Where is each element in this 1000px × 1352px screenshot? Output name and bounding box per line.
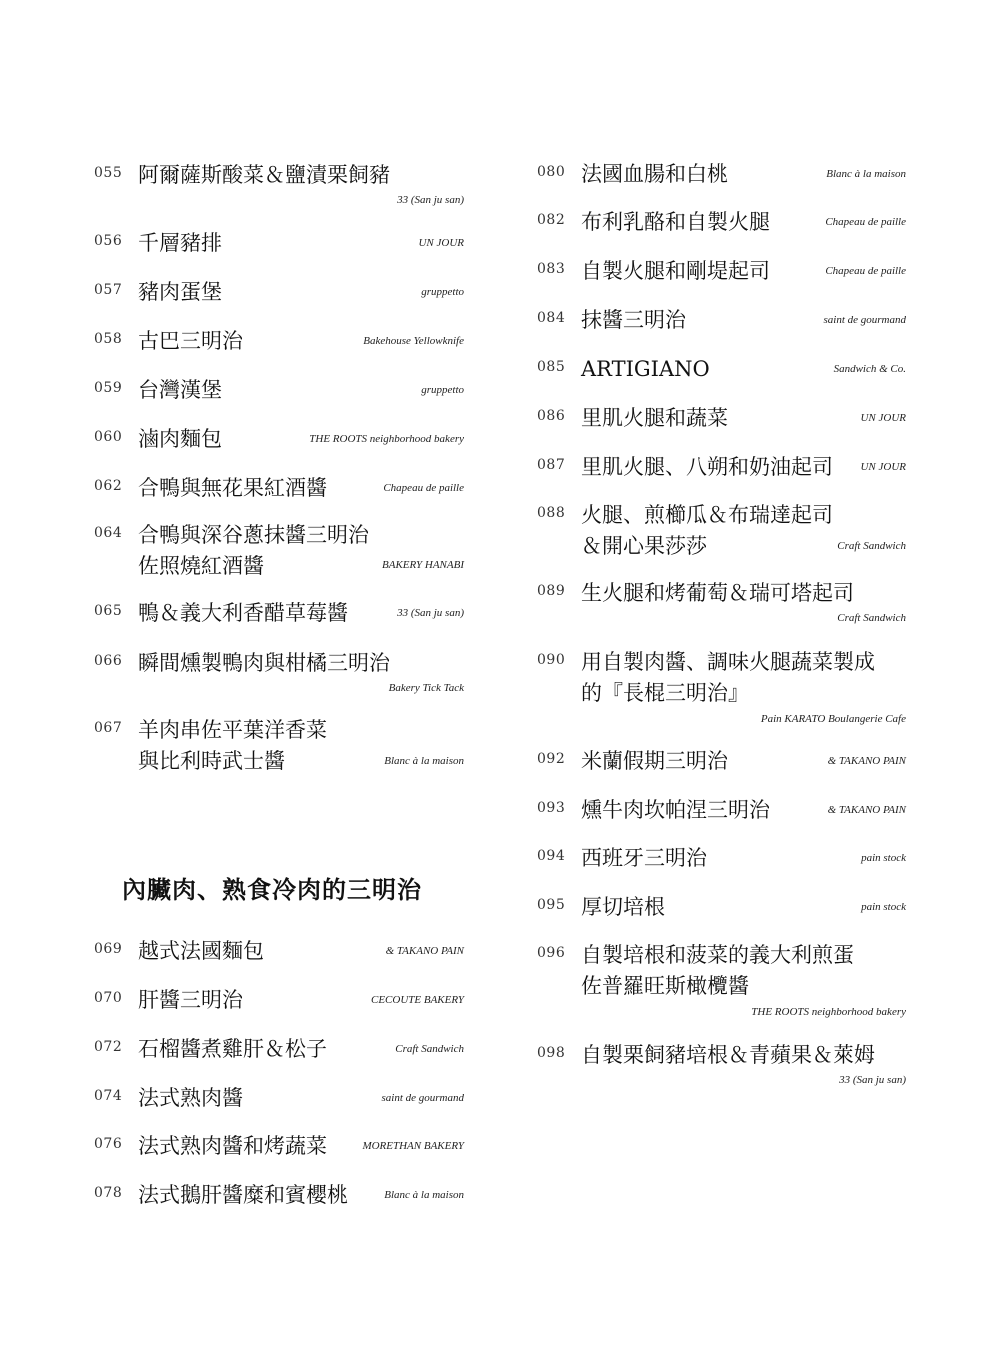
item-number: 072 (94, 1039, 123, 1055)
item-title: 生火腿和烤葡萄＆瑞可塔起司 (581, 581, 854, 605)
item-title: 自製火腿和剛堤起司 (581, 259, 770, 283)
item-number: 092 (537, 751, 566, 767)
item-title: 里肌火腿、八朔和奶油起司 (581, 455, 833, 479)
shop-name: 33 (San ju san) (397, 607, 464, 619)
item-number: 074 (94, 1088, 123, 1104)
item-number: 064 (94, 525, 123, 541)
shop-name: 33 (San ju san) (397, 194, 464, 206)
item-title: 抹醬三明治 (581, 308, 686, 332)
item-title: 阿爾薩斯酸菜＆鹽漬栗飼豬 (138, 163, 390, 187)
shop-name: Blanc à la maison (826, 168, 906, 180)
shop-name: saint de gourmand (381, 1092, 464, 1104)
shop-name: Chapeau de paille (825, 265, 906, 277)
item-number: 070 (94, 990, 123, 1006)
item-title: 台灣漢堡 (138, 378, 222, 402)
shop-name: Chapeau de paille (383, 482, 464, 494)
item-title: 布利乳酪和自製火腿 (581, 210, 770, 234)
item-number: 060 (94, 429, 123, 445)
item-number: 087 (537, 457, 566, 473)
shop-name: pain stock (861, 901, 906, 913)
item-title: 法國血腸和白桃 (581, 162, 728, 186)
item-number: 088 (537, 505, 566, 521)
item-number: 085 (537, 359, 566, 375)
item-number: 096 (537, 945, 566, 961)
item-title: 古巴三明治 (138, 329, 243, 353)
shop-name: Sandwich & Co. (833, 363, 906, 375)
item-title: 燻牛肉坎帕涅三明治 (581, 798, 770, 822)
shop-name: gruppetto (421, 384, 464, 396)
shop-name: & TAKANO PAIN (385, 945, 464, 957)
item-title: 鴨＆義大利香醋草莓醬 (138, 601, 348, 625)
shop-name: & TAKANO PAIN (827, 804, 906, 816)
item-title: 瞬間燻製鴨肉與柑橘三明治 (138, 651, 390, 675)
shop-name: pain stock (861, 852, 906, 864)
shop-name: Craft Sandwich (837, 540, 906, 552)
shop-name: Craft Sandwich (395, 1043, 464, 1055)
shop-name: Bakery Tick Tack (388, 682, 464, 694)
shop-name: BAKERY HANABI (382, 559, 464, 571)
item-title: 越式法國麵包 (138, 939, 264, 963)
item-number: 083 (537, 261, 566, 277)
item-number: 084 (537, 310, 566, 326)
shop-name: Craft Sandwich (837, 612, 906, 624)
item-title: 石榴醬煮雞肝＆松子 (138, 1037, 327, 1061)
shop-name: Bakehouse Yellowknife (363, 335, 464, 347)
item-title: 法式鵝肝醬糜和賓櫻桃 (138, 1183, 348, 1207)
shop-name: & TAKANO PAIN (827, 755, 906, 767)
shop-name: Pain KARATO Boulangerie Cafe (760, 713, 906, 725)
item-number: 095 (537, 897, 566, 913)
item-number: 059 (94, 380, 123, 396)
item-title: 千層豬排 (138, 231, 222, 255)
item-number: 078 (94, 1185, 123, 1201)
item-number: 056 (94, 233, 123, 249)
item-number: 065 (94, 603, 123, 619)
item-title: 合鴨與無花果紅酒醬 (138, 476, 327, 500)
item-title: 滷肉麵包 (138, 427, 222, 451)
item-title: 羊肉串佐平葉洋香菜 與比利時武士醬 (138, 718, 327, 773)
item-title: ARTIGIANO (581, 357, 710, 381)
shop-name: UN JOUR (418, 237, 464, 249)
item-title: 火腿、煎櫛瓜＆布瑞達起司 ＆開心果莎莎 (581, 503, 833, 558)
shop-name: Chapeau de paille (825, 216, 906, 228)
section-heading: 內臟肉、熟食冷肉的三明治 (122, 875, 422, 904)
item-title: 肝醬三明治 (138, 988, 243, 1012)
item-number: 058 (94, 331, 123, 347)
shop-name: UN JOUR (860, 461, 906, 473)
item-title: 合鴨與深谷蔥抹醬三明治 佐照燒紅酒醬 (138, 523, 369, 578)
item-number: 066 (94, 653, 123, 669)
shop-name: saint de gourmand (823, 314, 906, 326)
item-number: 067 (94, 720, 123, 736)
item-number: 069 (94, 941, 123, 957)
item-number: 098 (537, 1045, 566, 1061)
item-number: 082 (537, 212, 566, 228)
shop-name: Blanc à la maison (384, 755, 464, 767)
item-title: 用自製肉醬、調味火腿蔬菜製成 的『長棍三明治』 (581, 650, 875, 705)
shop-name: THE ROOTS neighborhood bakery (751, 1006, 906, 1018)
item-title: 法式熟肉醬 (138, 1086, 243, 1110)
item-title: 米蘭假期三明治 (581, 749, 728, 773)
item-number: 080 (537, 164, 566, 180)
item-number: 076 (94, 1136, 123, 1152)
item-number: 093 (537, 800, 566, 816)
shop-name: THE ROOTS neighborhood bakery (309, 433, 464, 445)
item-number: 057 (94, 282, 123, 298)
item-title: 豬肉蛋堡 (138, 280, 222, 304)
item-title: 自製栗飼豬培根＆青蘋果＆萊姆 (581, 1043, 875, 1067)
item-number: 094 (537, 848, 566, 864)
shop-name: CECOUTE BAKERY (370, 994, 464, 1006)
item-title: 西班牙三明治 (581, 846, 707, 870)
item-title: 里肌火腿和蔬菜 (581, 406, 728, 430)
shop-name: MORETHAN BAKERY (362, 1140, 464, 1152)
item-title: 法式熟肉醬和烤蔬菜 (138, 1134, 327, 1158)
item-number: 090 (537, 652, 566, 668)
shop-name: Blanc à la maison (384, 1189, 464, 1201)
item-number: 089 (537, 583, 566, 599)
shop-name: gruppetto (421, 286, 464, 298)
item-title: 自製培根和菠菜的義大利煎蛋 佐普羅旺斯橄欖醬 (581, 943, 854, 998)
item-number: 086 (537, 408, 566, 424)
item-number: 055 (94, 165, 123, 181)
item-number: 062 (94, 478, 123, 494)
shop-name: UN JOUR (860, 412, 906, 424)
item-title: 厚切培根 (581, 895, 665, 919)
shop-name: 33 (San ju san) (839, 1074, 906, 1086)
